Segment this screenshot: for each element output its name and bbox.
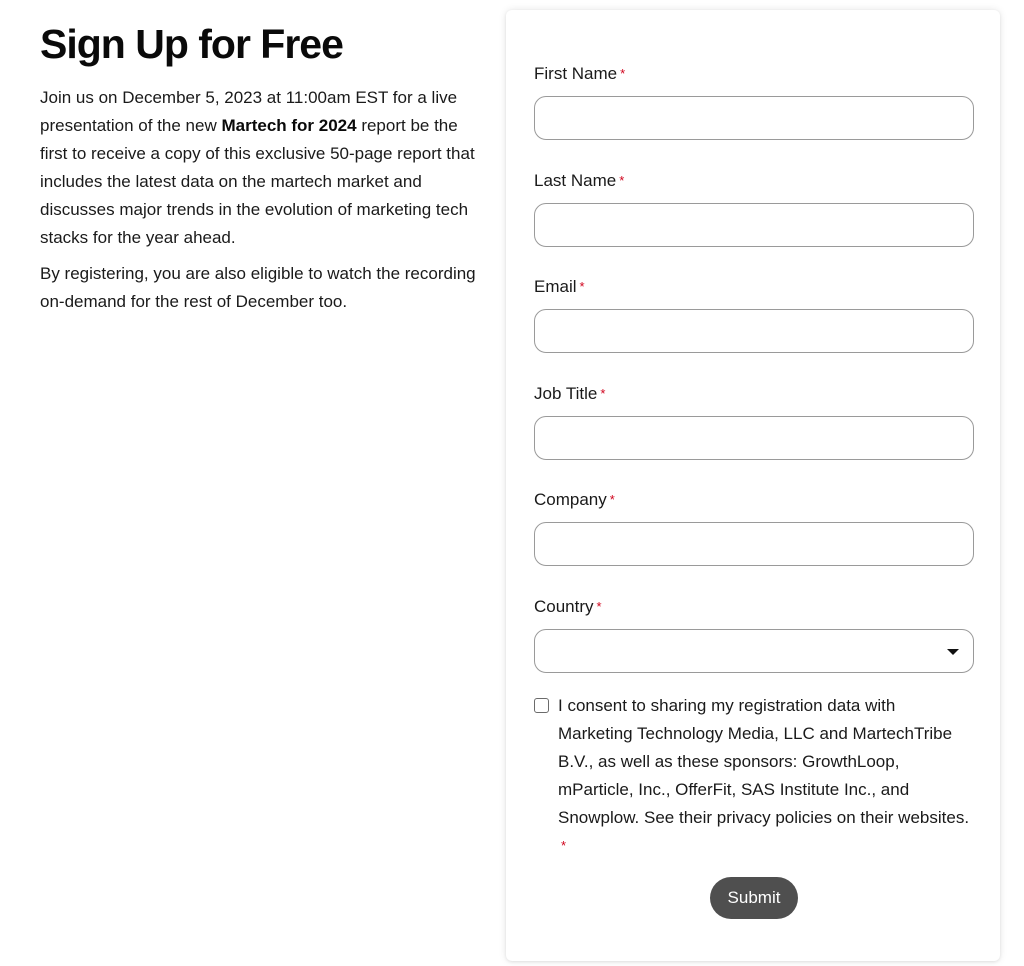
required-marker: * <box>561 838 567 853</box>
company-label <box>534 489 974 511</box>
consent-row <box>534 694 974 860</box>
consent-label <box>558 692 974 860</box>
email-input[interactable] <box>534 309 974 353</box>
required-marker: * <box>609 492 615 507</box>
page-title: Sign Up for Free <box>40 21 343 67</box>
company-field <box>534 489 974 566</box>
country-label <box>534 596 974 618</box>
dropdown-arrow-icon <box>947 649 959 655</box>
consent-text: I consent to sharing my registration data with Marketing Technology Media, LLC and MartechTribe B.V., as well as these sponsors: GrowthLoop, mParticle, Inc., OfferFit, SAS Institute Inc., and Snowplow. See their privacy policies on their websites. <box>558 696 970 827</box>
company-input[interactable] <box>534 522 974 566</box>
last-name-label <box>534 170 974 192</box>
required-marker: * <box>600 386 606 401</box>
recording-note: By registering, you are also eligible to watch the recording on-demand for the rest of December too. <box>40 264 476 311</box>
intro-text-end: report be the first to receive a copy of this exclusive 50-page report that includes the latest data on the martech market and discusses major trends in the evolution of marketing tech stacks for the year ahead. <box>40 116 475 247</box>
job-title-label <box>534 383 974 405</box>
first-name-label <box>534 63 974 85</box>
country-select[interactable] <box>534 629 974 673</box>
first-name-label-text: First Name <box>534 64 618 83</box>
last-name-input[interactable] <box>534 203 974 247</box>
required-marker: * <box>619 173 625 188</box>
email-field <box>534 276 974 353</box>
email-label-text: Email <box>534 277 577 296</box>
company-label-text: Company <box>534 490 607 509</box>
submit-button[interactable]: Submit <box>710 877 798 919</box>
intro-text-start: Join us on December 5, 2023 at 11:00am EST for a live presentation of the new <box>40 88 458 135</box>
job-title-label-text: Job Title <box>534 384 598 403</box>
first-name-input[interactable] <box>534 96 974 140</box>
country-field <box>534 596 974 673</box>
report-name: Martech for 2024 <box>221 116 357 135</box>
country-label-text: Country <box>534 597 594 616</box>
job-title-field <box>534 383 974 460</box>
last-name-label-text: Last Name <box>534 171 617 190</box>
first-name-field <box>534 63 974 140</box>
signup-form <box>506 10 1000 961</box>
email-label <box>534 276 974 298</box>
last-name-field <box>534 170 974 247</box>
intro-section <box>40 18 480 324</box>
intro-paragraph <box>40 84 480 252</box>
required-marker: * <box>596 599 602 614</box>
job-title-input[interactable] <box>534 416 974 460</box>
required-marker: * <box>579 279 585 294</box>
consent-checkbox[interactable] <box>534 698 549 713</box>
required-marker: * <box>620 66 626 81</box>
